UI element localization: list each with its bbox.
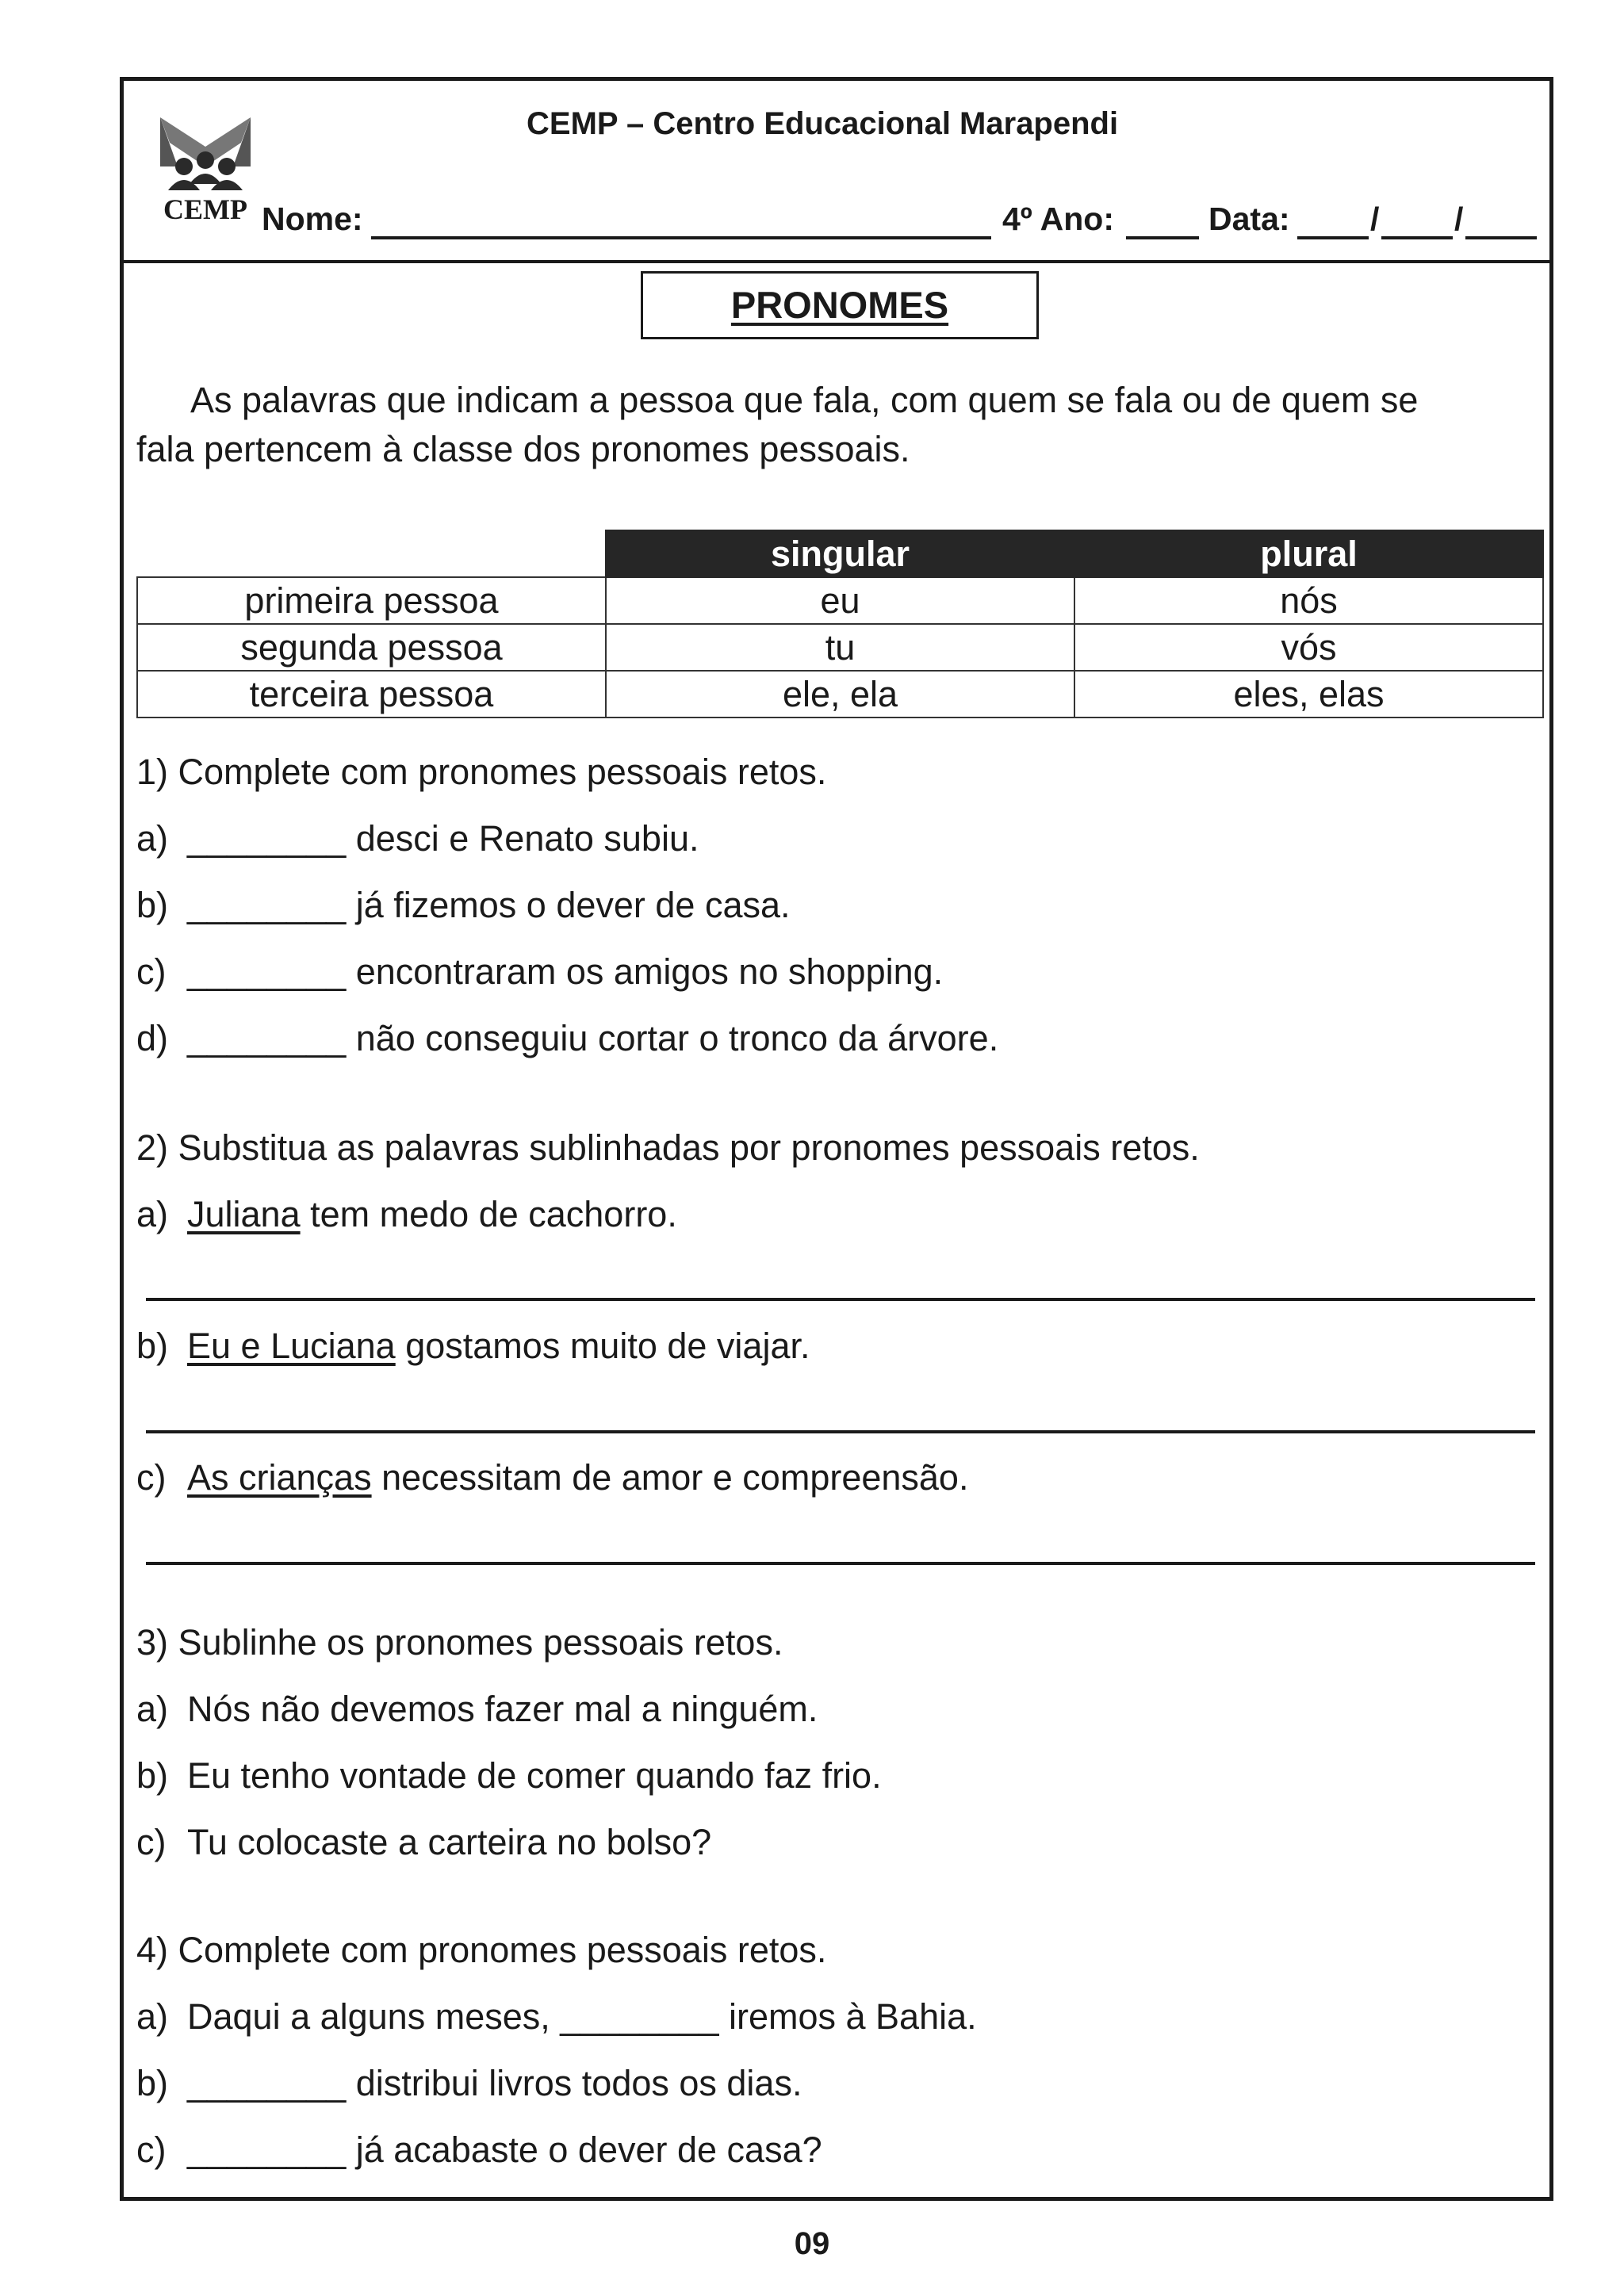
header-divider: [124, 260, 1549, 263]
table-row: [137, 577, 1543, 624]
date-separator: /: [1454, 201, 1464, 237]
year-field[interactable]: [1126, 236, 1199, 239]
answer-line-2b[interactable]: [146, 1430, 1535, 1433]
title-box: [641, 271, 1039, 339]
singular-cell: tu: [606, 624, 1074, 671]
person-cell: terceira pessoa: [137, 671, 606, 718]
question-3-title: 3) Sublinhe os pronomes pessoais retos.: [136, 1622, 783, 1663]
table-row: [137, 671, 1543, 718]
question-3-item-b[interactable]: b) Eu tenho vontade de comer quando faz frio.: [136, 1755, 882, 1796]
question-3-item-c[interactable]: c) Tu colocaste a carteira no bolso?: [136, 1822, 712, 1862]
name-field[interactable]: [371, 236, 991, 239]
question-2-item-a: a) Juliana tem medo de cachorro.: [136, 1194, 677, 1234]
person-cell: primeira pessoa: [137, 577, 606, 624]
table-corner-cell: [137, 530, 606, 577]
date-separator: /: [1370, 201, 1380, 237]
header-plural: plural: [1074, 530, 1543, 577]
question-1-item-b[interactable]: b) ________ já fizemos o dever de casa.: [136, 885, 791, 925]
question-2-item-b: b) Eu e Luciana gostamos muito de viajar.: [136, 1326, 810, 1366]
question-4-item-c[interactable]: c) ________ já acabaste o dever de casa?: [136, 2130, 822, 2170]
table-header-row: [137, 530, 1543, 577]
question-3-item-a[interactable]: a) Nós não devemos fazer mal a ninguém.: [136, 1689, 818, 1729]
question-4-item-a[interactable]: a) Daqui a alguns meses, ________ iremos à Bahia.: [136, 1996, 977, 2037]
date-day-field[interactable]: [1297, 236, 1369, 239]
date-label: Data:: [1208, 201, 1290, 237]
name-label: Nome:: [262, 201, 363, 237]
plural-cell: vós: [1074, 624, 1543, 671]
question-4-item-b[interactable]: b) ________ distribui livros todos os dias.: [136, 2063, 802, 2103]
singular-cell: eu: [606, 577, 1074, 624]
answer-line-2c[interactable]: [146, 1562, 1535, 1565]
question-2-title: 2) Substitua as palavras sublinhadas por pronomes pessoais retos.: [136, 1127, 1200, 1168]
plural-cell: nós: [1074, 577, 1543, 624]
answer-line-2a[interactable]: [146, 1298, 1535, 1301]
header-singular: singular: [606, 530, 1074, 577]
person-cell: segunda pessoa: [137, 624, 606, 671]
question-4-title: 4) Complete com pronomes pessoais retos.: [136, 1930, 827, 1970]
intro-line-2: fala pertencem à classe dos pronomes pessoais.: [136, 429, 910, 469]
intro-line-1: As palavras que indicam a pessoa que fala, com quem se fala ou de quem se: [190, 380, 1419, 420]
plural-cell: eles, elas: [1074, 671, 1543, 718]
singular-cell: ele, ela: [606, 671, 1074, 718]
school-name: CEMP – Centro Educacional Marapendi: [527, 106, 1119, 141]
question-2-item-c: c) As crianças necessitam de amor e compreensão.: [136, 1457, 969, 1498]
question-1-item-a[interactable]: a) ________ desci e Renato subiu.: [136, 818, 699, 859]
question-1-item-d[interactable]: d) ________ não conseguiu cortar o tronco da árvore.: [136, 1018, 999, 1058]
question-1-item-c[interactable]: c) ________ encontraram os amigos no shopping.: [136, 951, 944, 992]
question-1-title: 1) Complete com pronomes pessoais retos.: [136, 752, 827, 792]
pronoun-table: [136, 530, 1544, 718]
table-row: [137, 624, 1543, 671]
logo-text: CEMP: [163, 193, 247, 225]
date-year-field[interactable]: [1465, 236, 1537, 239]
worksheet-frame: [120, 77, 1553, 2201]
date-month-field[interactable]: [1381, 236, 1453, 239]
page-title: PRONOMES: [730, 284, 949, 326]
page-number: 09: [794, 2226, 830, 2261]
year-label: 4º Ano:: [1002, 201, 1114, 237]
